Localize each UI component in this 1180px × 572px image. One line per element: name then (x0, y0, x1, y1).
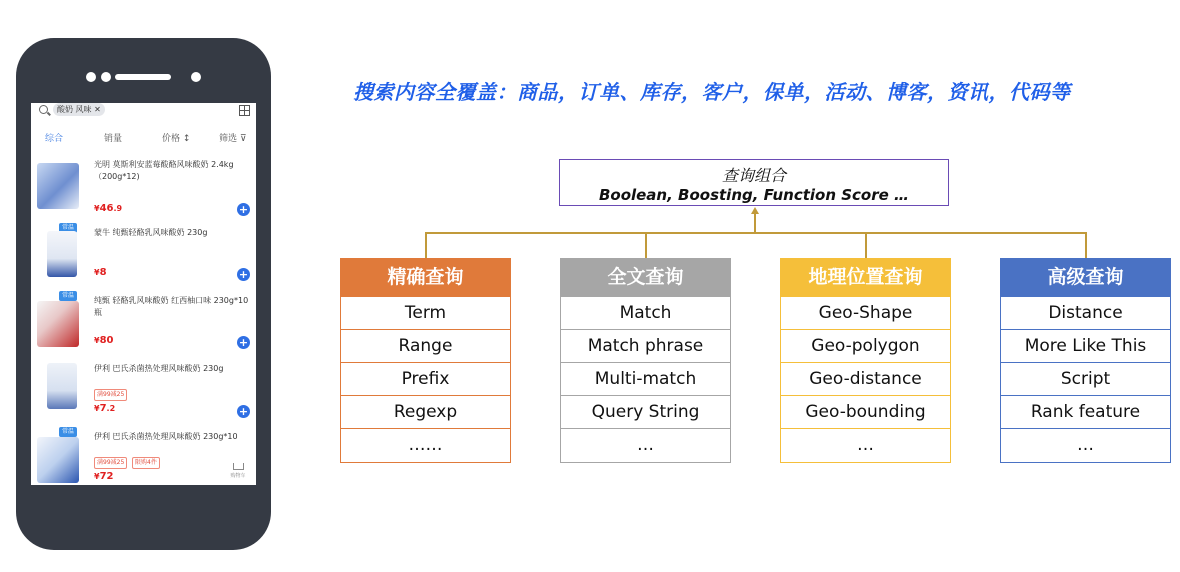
scan-icon[interactable] (239, 105, 250, 116)
product-name: 伊利 巴氏杀菌热处理风味酸奶 230g (94, 364, 224, 373)
product-image (37, 301, 79, 347)
category-item: Distance (1001, 296, 1170, 329)
category-title: 精确查询 (341, 259, 510, 296)
category-item: … (1001, 428, 1170, 461)
connector-drop (1085, 232, 1087, 258)
product-badge: 常温 (59, 427, 77, 437)
product-name: 蒙牛 纯甄轻酪乳风味酸奶 230g (94, 228, 208, 237)
category-item: Script (1001, 362, 1170, 395)
product-item[interactable] (31, 155, 256, 215)
product-price: ¥46.9 (94, 203, 123, 214)
product-image (37, 163, 79, 209)
search-chip[interactable]: 酸奶 风味 ✕ (53, 103, 105, 116)
category-item: Geo-Shape (781, 296, 950, 329)
category-item: More Like This (1001, 329, 1170, 362)
category-item: Range (341, 329, 510, 362)
add-to-cart-button[interactable]: + (238, 203, 249, 216)
root-subtitle: Boolean, Boosting, Function Score … (598, 186, 910, 204)
promo-tag: 满99减25 (94, 457, 127, 469)
add-to-cart-button[interactable]: + (238, 336, 249, 349)
category-item: Prefix (341, 362, 510, 395)
category-title: 地理位置查询 (781, 259, 950, 296)
category-item: Rank feature (1001, 395, 1170, 428)
speaker-slot (115, 74, 171, 80)
category-item: Match (561, 296, 730, 329)
filter-tab-price[interactable]: 价格 ↕ (162, 134, 191, 144)
connector-drop (865, 232, 867, 258)
product-image (47, 363, 77, 409)
root-title: 查询组合 (721, 166, 786, 185)
filter-tab-overall[interactable]: 综合 (45, 134, 64, 144)
add-to-cart-button[interactable]: + (238, 405, 249, 418)
product-image (37, 437, 79, 483)
category-full-text-query (560, 258, 731, 463)
camera-dot (86, 72, 96, 82)
connector-drop (425, 232, 427, 258)
product-price: ¥8 (94, 267, 107, 278)
category-exact-query (340, 258, 511, 463)
category-item: Regexp (341, 395, 510, 428)
category-geo-query (780, 258, 951, 463)
add-to-cart-button[interactable]: + (238, 268, 249, 281)
cart-icon[interactable]: 购物车 (230, 462, 246, 480)
category-title: 高级查询 (1001, 259, 1170, 296)
search-bar[interactable] (37, 103, 237, 119)
sensor-dot (101, 72, 111, 82)
product-item[interactable] (31, 223, 256, 283)
product-price: ¥7.2 (94, 403, 116, 414)
category-item: …… (341, 428, 510, 461)
category-title: 全文查询 (561, 259, 730, 296)
phone-screen (31, 103, 256, 485)
phone-mockup (16, 38, 271, 550)
limit-tag: 限购4件 (132, 457, 160, 469)
product-badge: 常温 (59, 291, 77, 301)
product-name: 伊利 巴氏杀菌热处理风味酸奶 230g*10 (94, 432, 238, 441)
product-price: ¥80 (94, 335, 114, 346)
connector-stem (754, 213, 756, 233)
category-advanced-query (1000, 258, 1171, 463)
product-item[interactable] (31, 291, 256, 351)
phone-top-bezel (16, 72, 271, 82)
headline: 搜索内容全覆盖：商品，订单、库存，客户，保单，活动、博客，资讯，代码等 (353, 80, 1071, 104)
category-item: Query String (561, 395, 730, 428)
connector-drop (645, 232, 647, 258)
filter-tab-sales[interactable]: 销量 (104, 134, 123, 144)
product-price: ¥72 (94, 471, 114, 482)
product-item[interactable] (31, 427, 256, 485)
sensor-dot-right (191, 72, 201, 82)
category-item: … (561, 428, 730, 461)
product-name: 光明 莫斯利安蓝莓酸酪风味酸奶 2.4kg（200g*12) (94, 160, 234, 181)
filter-row (31, 127, 256, 145)
connector-bar (425, 232, 1087, 234)
category-item: Match phrase (561, 329, 730, 362)
category-item: Geo-bounding (781, 395, 950, 428)
filter-tab-filter[interactable]: 筛选 ⊽ (219, 134, 247, 144)
category-item: Geo-polygon (781, 329, 950, 362)
product-badge: 常温 (59, 223, 77, 233)
product-image (47, 231, 77, 277)
product-name: 纯甄 轻酪乳风味酸奶 红西柚口味 230g*10瓶 (94, 296, 249, 317)
search-icon (39, 105, 48, 114)
category-item: Geo-distance (781, 362, 950, 395)
category-item: … (781, 428, 950, 461)
category-item: Multi-match (561, 362, 730, 395)
category-item: Term (341, 296, 510, 329)
product-item[interactable] (31, 359, 256, 423)
promo-tag: 满99减25 (94, 389, 127, 401)
root-node-query-combination (559, 159, 949, 206)
